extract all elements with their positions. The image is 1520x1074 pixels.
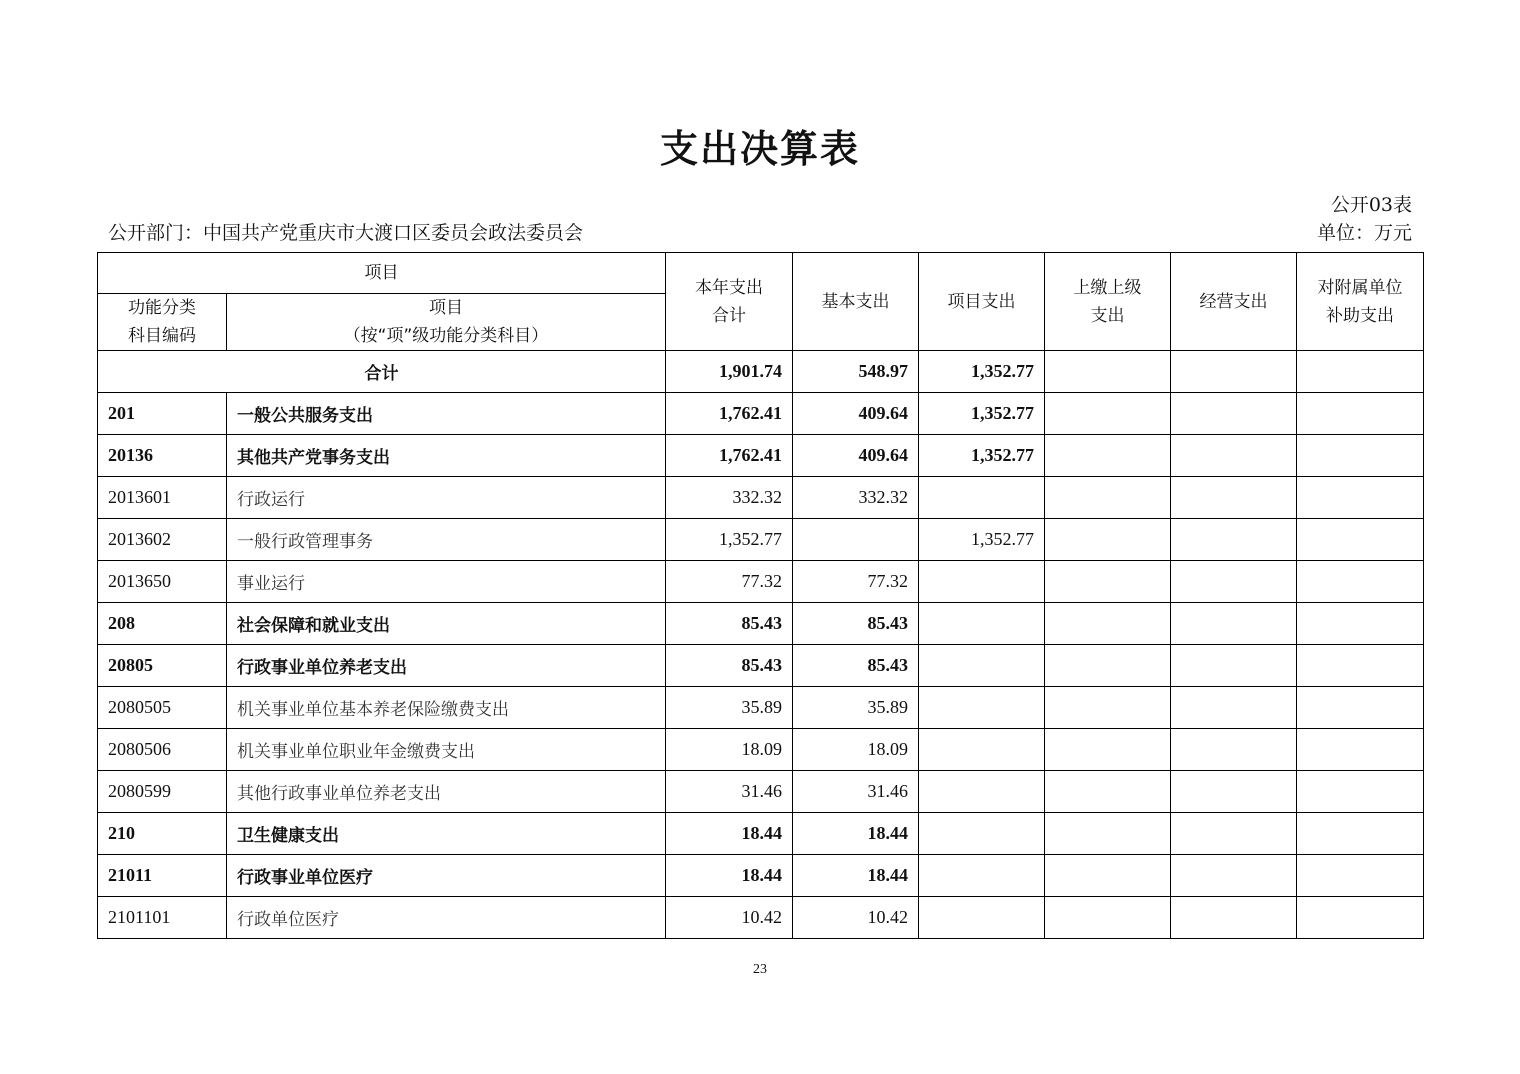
row-total: 77.32: [666, 561, 793, 603]
row-basic: 85.43: [793, 645, 919, 687]
table-row: [98, 477, 1424, 519]
header-upper-line1: 上缴上级: [1073, 277, 1142, 298]
row-code: 2013602: [98, 519, 227, 561]
form-number: 公开03表: [1330, 194, 1412, 216]
row-subsidy: [1297, 393, 1424, 435]
row-subsidy: [1297, 519, 1424, 561]
header-subsidy-line1: 对附属单位: [1317, 277, 1403, 298]
row-code: 2013601: [98, 477, 227, 519]
table-row: [98, 855, 1424, 897]
row-code: 2013650: [98, 561, 227, 603]
header-subsidy-line2: 补助支出: [1326, 305, 1394, 326]
header-row-1: [98, 253, 1424, 294]
row-name: 其他行政事业单位养老支出: [227, 771, 666, 813]
table-row: [98, 603, 1424, 645]
row-code: 201: [98, 393, 227, 435]
table-row: [98, 897, 1424, 939]
row-operating: [1171, 519, 1297, 561]
total-total: 1,901.74: [666, 351, 793, 393]
row-subsidy: [1297, 729, 1424, 771]
header-project-group: 项目: [98, 253, 666, 294]
row-name: 行政运行: [227, 477, 666, 519]
header-total: [666, 253, 793, 351]
row-basic: 18.44: [793, 813, 919, 855]
row-basic: 409.64: [793, 435, 919, 477]
row-project: [919, 603, 1045, 645]
row-upper: [1045, 603, 1171, 645]
total-row: [98, 351, 1424, 393]
row-operating: [1171, 729, 1297, 771]
total-project: 1,352.77: [919, 351, 1045, 393]
header-project: 项目支出: [919, 253, 1045, 351]
row-total: 18.44: [666, 855, 793, 897]
header-total-line2: 合计: [712, 305, 746, 326]
row-subsidy: [1297, 897, 1424, 939]
row-total: 35.89: [666, 687, 793, 729]
row-name: 行政事业单位医疗: [227, 855, 666, 897]
row-subsidy: [1297, 771, 1424, 813]
row-upper: [1045, 855, 1171, 897]
row-basic: 10.42: [793, 897, 919, 939]
row-upper: [1045, 393, 1171, 435]
header-upper-line2: 支出: [1090, 305, 1125, 326]
unit-label: 单位：万元: [1316, 222, 1412, 244]
header-name: [227, 294, 666, 351]
row-total: 1,352.77: [666, 519, 793, 561]
row-basic: 85.43: [793, 603, 919, 645]
row-subsidy: [1297, 855, 1424, 897]
row-project: 1,352.77: [919, 435, 1045, 477]
row-code: 2080599: [98, 771, 227, 813]
row-upper: [1045, 435, 1171, 477]
row-basic: 332.32: [793, 477, 919, 519]
row-operating: [1171, 855, 1297, 897]
row-total: 31.46: [666, 771, 793, 813]
row-subsidy: [1297, 687, 1424, 729]
row-project: [919, 561, 1045, 603]
row-subsidy: [1297, 645, 1424, 687]
total-label: 合计: [98, 351, 666, 393]
row-project: [919, 813, 1045, 855]
header-name-line1: 项目: [429, 298, 463, 318]
row-code: 21011: [98, 855, 227, 897]
row-operating: [1171, 603, 1297, 645]
row-subsidy: [1297, 435, 1424, 477]
header-code-line1: 功能分类: [128, 298, 196, 318]
row-name: 行政单位医疗: [227, 897, 666, 939]
table-row: [98, 813, 1424, 855]
row-project: [919, 645, 1045, 687]
row-project: 1,352.77: [919, 519, 1045, 561]
row-upper: [1045, 813, 1171, 855]
page-title: 支出决算表: [659, 127, 860, 171]
row-subsidy: [1297, 561, 1424, 603]
row-upper: [1045, 477, 1171, 519]
row-code: 210: [98, 813, 227, 855]
row-total: 10.42: [666, 897, 793, 939]
row-subsidy: [1297, 477, 1424, 519]
row-name: 卫生健康支出: [227, 813, 666, 855]
row-name: 机关事业单位职业年金缴费支出: [227, 729, 666, 771]
row-upper: [1045, 771, 1171, 813]
table-row: [98, 645, 1424, 687]
row-operating: [1171, 435, 1297, 477]
row-name: 社会保障和就业支出: [227, 603, 666, 645]
table-row: [98, 519, 1424, 561]
table-row: [98, 561, 1424, 603]
row-operating: [1171, 477, 1297, 519]
row-basic: 35.89: [793, 687, 919, 729]
row-name: 一般公共服务支出: [227, 393, 666, 435]
row-upper: [1045, 687, 1171, 729]
row-name: 其他共产党事务支出: [227, 435, 666, 477]
row-upper: [1045, 519, 1171, 561]
header-subsidy: [1297, 253, 1424, 351]
header-code: [98, 294, 227, 351]
row-total: 85.43: [666, 603, 793, 645]
row-project: [919, 477, 1045, 519]
total-basic: 548.97: [793, 351, 919, 393]
row-basic: [793, 519, 919, 561]
row-basic: 18.44: [793, 855, 919, 897]
header-name-line2: （按“项”级功能分类科目）: [343, 326, 549, 346]
row-project: [919, 687, 1045, 729]
row-total: 85.43: [666, 645, 793, 687]
row-upper: [1045, 645, 1171, 687]
header-upper: [1045, 253, 1171, 351]
row-total: 18.09: [666, 729, 793, 771]
row-code: 2101101: [98, 897, 227, 939]
row-code: 2080506: [98, 729, 227, 771]
header-basic: 基本支出: [793, 253, 919, 351]
row-project: [919, 855, 1045, 897]
row-project: [919, 897, 1045, 939]
row-operating: [1171, 813, 1297, 855]
department-label: 公开部门：中国共产党重庆市大渡口区委员会政法委员会: [108, 222, 584, 244]
row-name: 行政事业单位养老支出: [227, 645, 666, 687]
expenditure-table: [97, 252, 1424, 939]
row-code: 2080505: [98, 687, 227, 729]
row-project: [919, 729, 1045, 771]
row-basic: 409.64: [793, 393, 919, 435]
row-code: 20136: [98, 435, 227, 477]
row-basic: 77.32: [793, 561, 919, 603]
total-subsidy: [1297, 351, 1424, 393]
total-operating: [1171, 351, 1297, 393]
row-name: 一般行政管理事务: [227, 519, 666, 561]
row-total: 18.44: [666, 813, 793, 855]
row-project: [919, 771, 1045, 813]
table-row: [98, 729, 1424, 771]
row-subsidy: [1297, 603, 1424, 645]
row-basic: 18.09: [793, 729, 919, 771]
row-code: 20805: [98, 645, 227, 687]
table-row: [98, 771, 1424, 813]
row-operating: [1171, 393, 1297, 435]
row-upper: [1045, 897, 1171, 939]
row-operating: [1171, 561, 1297, 603]
row-project: 1,352.77: [919, 393, 1045, 435]
table-row: [98, 687, 1424, 729]
header-code-line2: 科目编码: [128, 326, 196, 346]
row-subsidy: [1297, 813, 1424, 855]
row-name: 机关事业单位基本养老保险缴费支出: [227, 687, 666, 729]
row-upper: [1045, 561, 1171, 603]
table-row: [98, 435, 1424, 477]
table-row: [98, 393, 1424, 435]
row-operating: [1171, 645, 1297, 687]
row-operating: [1171, 771, 1297, 813]
row-upper: [1045, 729, 1171, 771]
row-total: 332.32: [666, 477, 793, 519]
row-operating: [1171, 687, 1297, 729]
page-number: 23: [753, 962, 767, 977]
row-code: 208: [98, 603, 227, 645]
row-total: 1,762.41: [666, 435, 793, 477]
header-operating: 经营支出: [1171, 253, 1297, 351]
row-operating: [1171, 897, 1297, 939]
row-name: 事业运行: [227, 561, 666, 603]
row-total: 1,762.41: [666, 393, 793, 435]
total-upper: [1045, 351, 1171, 393]
row-basic: 31.46: [793, 771, 919, 813]
header-total-line1: 本年支出: [695, 277, 763, 298]
